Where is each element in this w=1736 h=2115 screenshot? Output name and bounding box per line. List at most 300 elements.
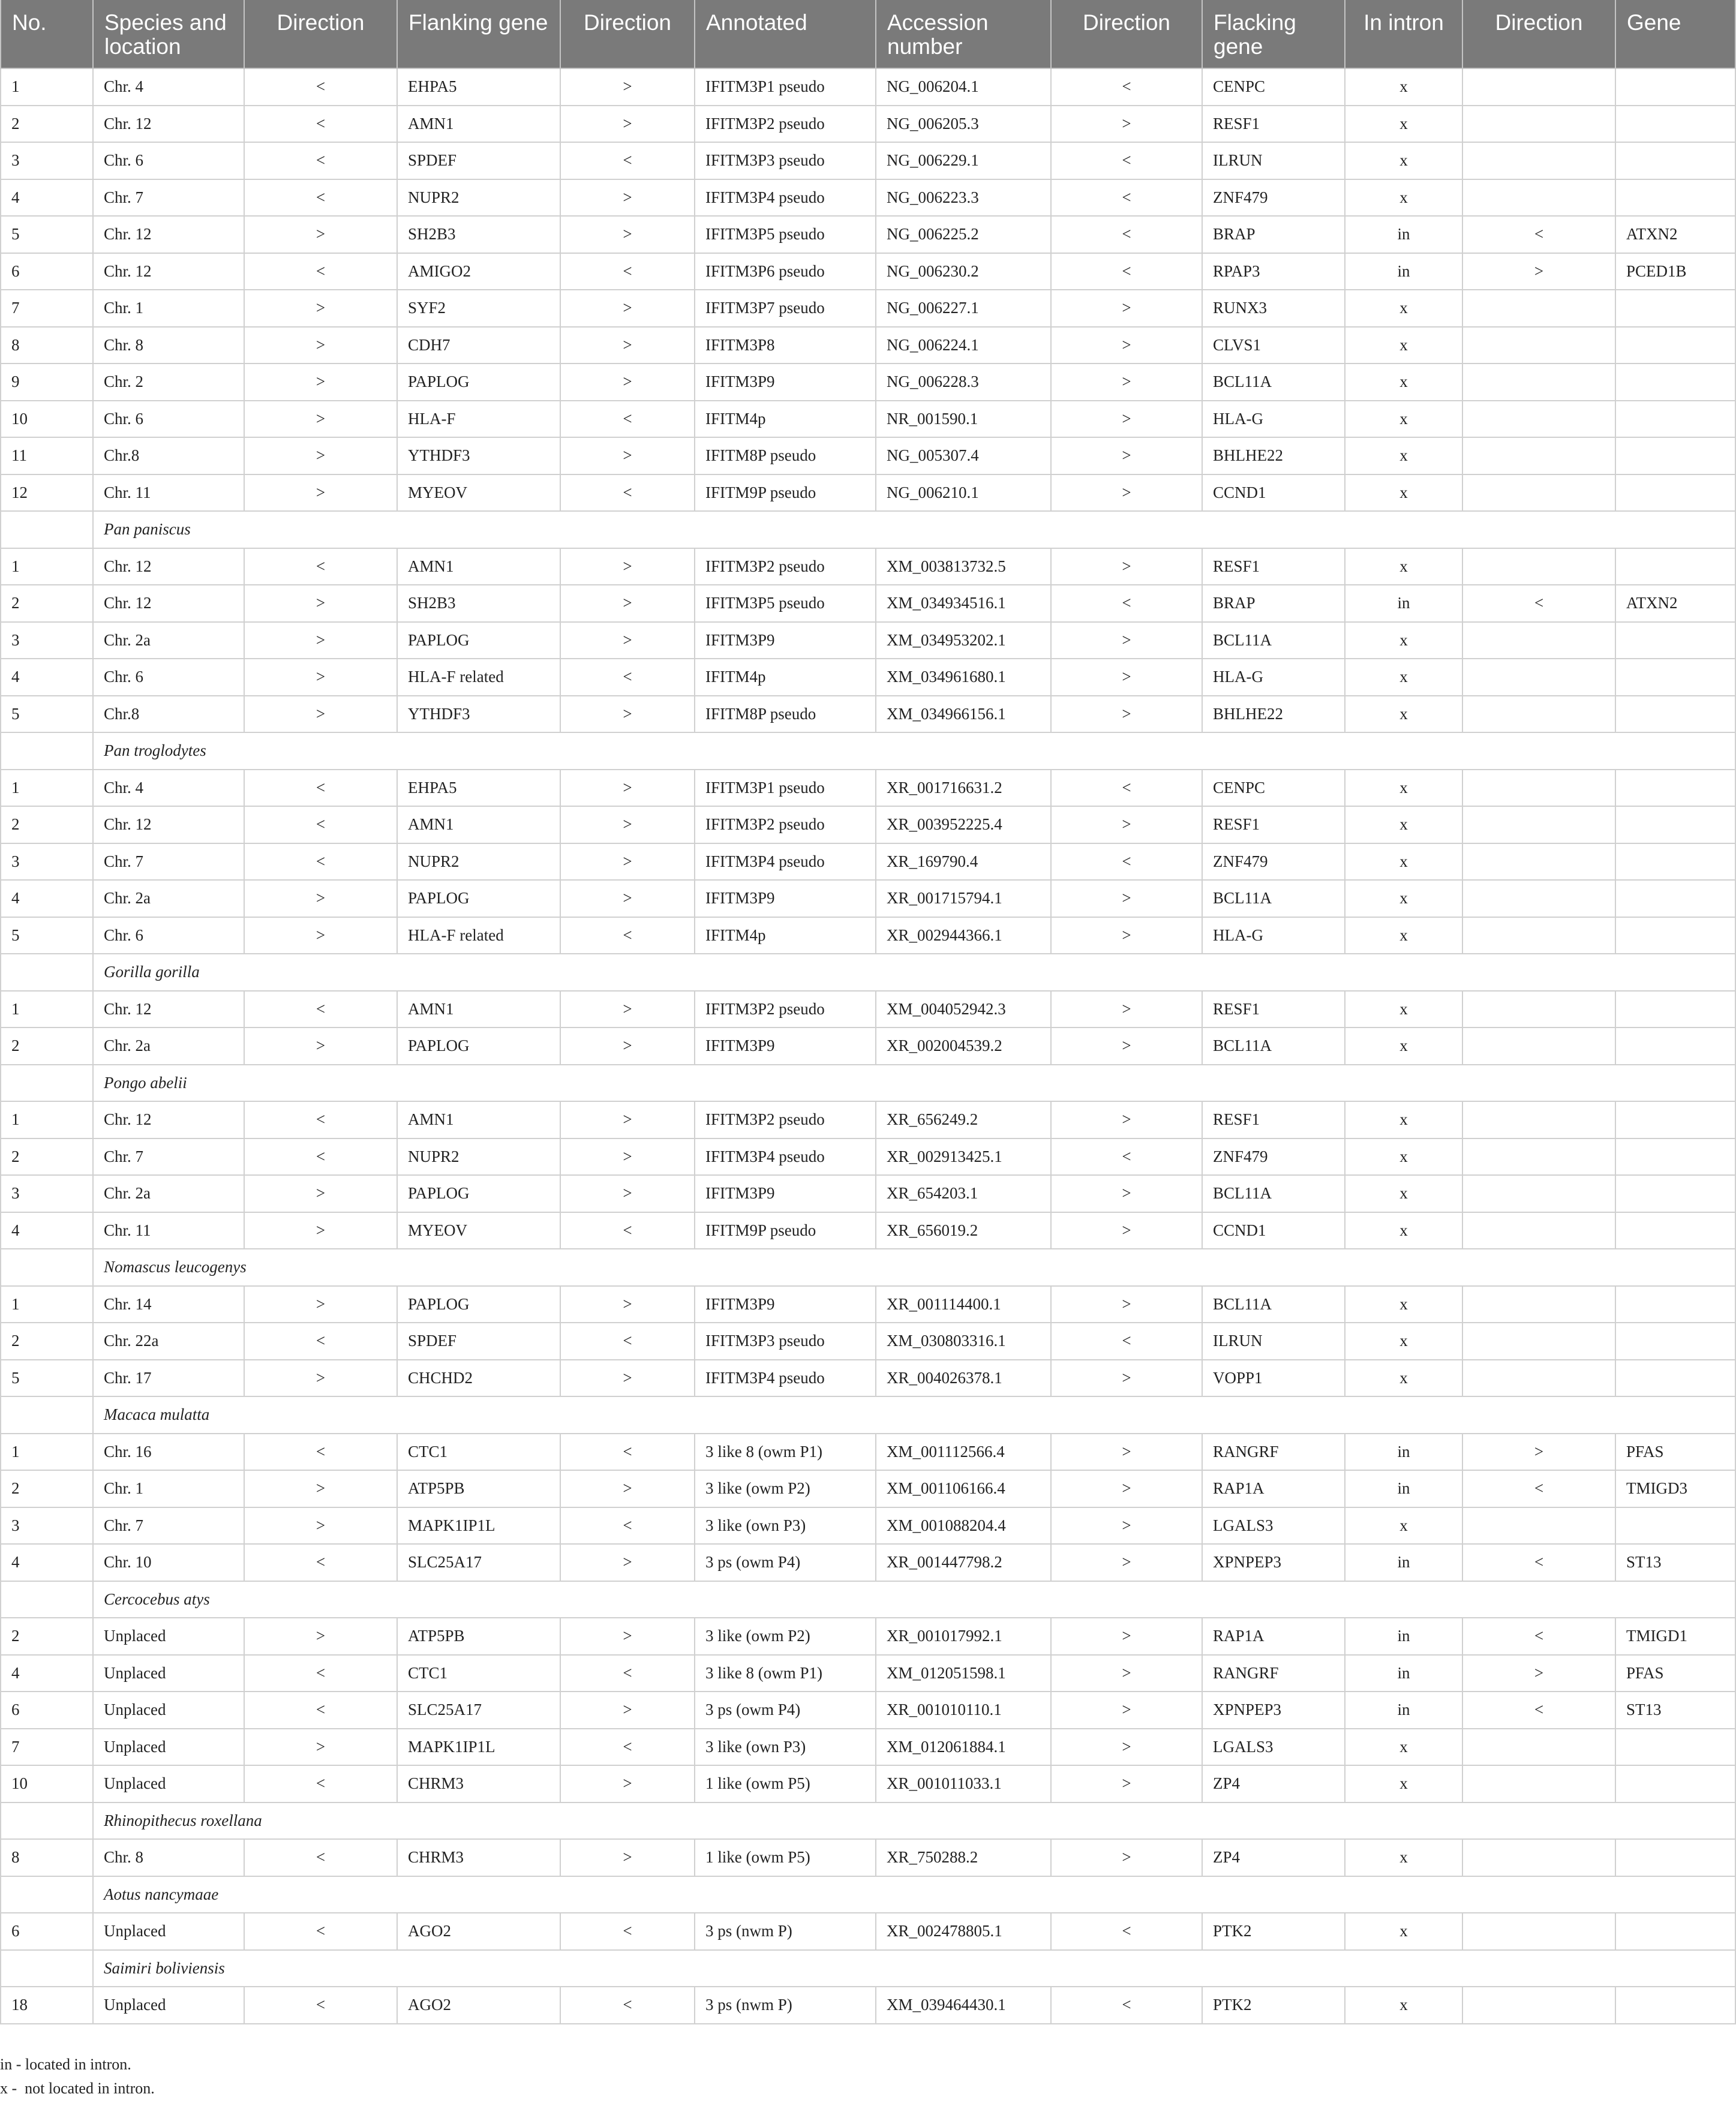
cell-direction-2: > <box>560 1175 695 1212</box>
cell-direction-2: > <box>560 880 695 917</box>
cell-direction-4 <box>1462 696 1615 733</box>
cell-direction-4 <box>1462 991 1615 1028</box>
cell-in-intron: in <box>1345 253 1462 290</box>
cell-accession: NG_006230.2 <box>876 253 1051 290</box>
cell-location: Unplaced <box>93 1655 244 1692</box>
cell-location: Chr. 12 <box>93 1101 244 1138</box>
cell-flanking-gene: AMN1 <box>397 548 560 585</box>
cell-flacking-gene: CLVS1 <box>1202 327 1345 364</box>
cell-flanking-gene: AMN1 <box>397 991 560 1028</box>
cell-direction-2: < <box>560 1212 695 1249</box>
table-row <box>1 142 1735 179</box>
cell-accession: NG_006229.1 <box>876 142 1051 179</box>
cell-direction-1: < <box>244 843 397 881</box>
cell-flacking-gene: BCL11A <box>1202 363 1345 401</box>
table-row <box>1 770 1735 807</box>
cell-flanking-gene: ATP5PB <box>397 1618 560 1655</box>
species-row <box>1 732 1735 770</box>
cell-direction-2: > <box>560 1028 695 1065</box>
cell-gene <box>1615 843 1735 881</box>
cell-annotated: 3 like 8 (owm P1) <box>695 1655 876 1692</box>
cell-location: Unplaced <box>93 1913 244 1950</box>
cell-direction-2: > <box>560 770 695 807</box>
cell-in-intron: x <box>1345 991 1462 1028</box>
cell-accession: XR_004026378.1 <box>876 1360 1051 1397</box>
cell-direction-3: > <box>1051 696 1202 733</box>
header-direction-2: Direction <box>560 0 695 68</box>
cell-accession: XR_001447798.2 <box>876 1544 1051 1581</box>
table-row <box>1 1138 1735 1176</box>
cell-in-intron: in <box>1345 1470 1462 1507</box>
cell-direction-2: > <box>560 363 695 401</box>
table-row <box>1 1212 1735 1249</box>
cell-direction-2: < <box>560 1913 695 1950</box>
cell-gene <box>1615 1987 1735 2024</box>
table-row <box>1 1028 1735 1065</box>
cell-flanking-gene: EHPA5 <box>397 770 560 807</box>
cell-gene <box>1615 1765 1735 1802</box>
cell-flanking-gene: CTC1 <box>397 1434 560 1471</box>
cell-direction-3: < <box>1051 179 1202 217</box>
cell-direction-1: < <box>244 1655 397 1692</box>
cell-direction-1: > <box>244 696 397 733</box>
cell-gene <box>1615 991 1735 1028</box>
cell-in-intron: x <box>1345 437 1462 474</box>
cell-in-intron: x <box>1345 106 1462 143</box>
species-name: Nomascus leucogenys <box>93 1249 1735 1286</box>
cell-direction-2: > <box>560 437 695 474</box>
cell-direction-3: > <box>1051 1507 1202 1545</box>
cell-no: 3 <box>1 1175 93 1212</box>
cell-no: 7 <box>1 290 93 327</box>
cell-flanking-gene: AGO2 <box>397 1987 560 2024</box>
cell-direction-3: > <box>1051 1470 1202 1507</box>
cell-gene <box>1615 696 1735 733</box>
cell-flanking-gene: SH2B3 <box>397 216 560 253</box>
cell-direction-4 <box>1462 1028 1615 1065</box>
cell-direction-3: > <box>1051 1765 1202 1802</box>
cell-accession: XR_001017992.1 <box>876 1618 1051 1655</box>
cell-flanking-gene: MAPK1IP1L <box>397 1729 560 1766</box>
cell-no: 4 <box>1 1212 93 1249</box>
cell-annotated: IFITM3P6 pseudo <box>695 253 876 290</box>
table-row <box>1 363 1735 401</box>
cell-flanking-gene: CHRM3 <box>397 1839 560 1876</box>
cell-accession: NG_006205.3 <box>876 106 1051 143</box>
table-row <box>1 179 1735 217</box>
cell-direction-1: > <box>244 1618 397 1655</box>
cell-annotated: IFITM3P9 <box>695 622 876 659</box>
cell-direction-4 <box>1462 659 1615 696</box>
table-row <box>1 437 1735 474</box>
cell-flanking-gene: AMIGO2 <box>397 253 560 290</box>
cell-flanking-gene: NUPR2 <box>397 1138 560 1176</box>
species-blank-cell <box>1 1396 93 1434</box>
cell-flanking-gene: YTHDF3 <box>397 696 560 733</box>
cell-location: Chr.8 <box>93 437 244 474</box>
table-row <box>1 474 1735 512</box>
cell-flanking-gene: AMN1 <box>397 1101 560 1138</box>
cell-location: Chr. 22a <box>93 1323 244 1360</box>
cell-direction-1: < <box>244 806 397 843</box>
cell-annotated: IFITM3P2 pseudo <box>695 1101 876 1138</box>
cell-annotated: IFITM3P3 pseudo <box>695 142 876 179</box>
cell-direction-3: > <box>1051 1544 1202 1581</box>
cell-accession: XM_034966156.1 <box>876 696 1051 733</box>
cell-direction-3: > <box>1051 880 1202 917</box>
cell-annotated: IFITM3P9 <box>695 1286 876 1323</box>
cell-direction-4 <box>1462 327 1615 364</box>
cell-gene: TMIGD3 <box>1615 1470 1735 1507</box>
cell-accession: NG_006228.3 <box>876 363 1051 401</box>
cell-in-intron: x <box>1345 1987 1462 2024</box>
cell-direction-4 <box>1462 1323 1615 1360</box>
cell-direction-4: > <box>1462 1434 1615 1471</box>
cell-annotated: IFITM9P pseudo <box>695 474 876 512</box>
species-blank-cell <box>1 511 93 548</box>
cell-direction-3: > <box>1051 1729 1202 1766</box>
cell-no: 1 <box>1 1286 93 1323</box>
cell-direction-2: < <box>560 1323 695 1360</box>
cell-gene <box>1615 1028 1735 1065</box>
cell-direction-1: < <box>244 1544 397 1581</box>
cell-direction-1: < <box>244 991 397 1028</box>
cell-flacking-gene: CCND1 <box>1202 474 1345 512</box>
cell-accession: XR_001716631.2 <box>876 770 1051 807</box>
cell-direction-2: > <box>560 696 695 733</box>
cell-direction-1: > <box>244 401 397 438</box>
cell-direction-1: < <box>244 142 397 179</box>
cell-no: 3 <box>1 622 93 659</box>
cell-accession: XM_001106166.4 <box>876 1470 1051 1507</box>
cell-direction-1: > <box>244 1175 397 1212</box>
cell-gene <box>1615 1839 1735 1876</box>
cell-in-intron: x <box>1345 1138 1462 1176</box>
cell-accession: XR_654203.1 <box>876 1175 1051 1212</box>
cell-no: 5 <box>1 917 93 954</box>
cell-annotated: 3 like (owm P2) <box>695 1618 876 1655</box>
cell-no: 1 <box>1 1101 93 1138</box>
cell-in-intron: in <box>1345 1618 1462 1655</box>
cell-direction-4 <box>1462 622 1615 659</box>
cell-accession: XR_001715794.1 <box>876 880 1051 917</box>
cell-flacking-gene: ILRUN <box>1202 142 1345 179</box>
cell-flacking-gene: RESF1 <box>1202 106 1345 143</box>
cell-direction-3: < <box>1051 253 1202 290</box>
cell-direction-3: > <box>1051 1286 1202 1323</box>
species-blank-cell <box>1 1581 93 1618</box>
cell-accession: XR_003952225.4 <box>876 806 1051 843</box>
cell-annotated: IFITM3P4 pseudo <box>695 1138 876 1176</box>
cell-annotated: IFITM3P1 pseudo <box>695 68 876 106</box>
footnote-in: in - located in intron. <box>0 2056 131 2073</box>
cell-direction-4 <box>1462 1507 1615 1545</box>
cell-direction-2: > <box>560 1286 695 1323</box>
cell-annotated: 3 like (own P3) <box>695 1729 876 1766</box>
cell-annotated: 1 like (owm P5) <box>695 1839 876 1876</box>
cell-no: 2 <box>1 1618 93 1655</box>
cell-gene <box>1615 1138 1735 1176</box>
cell-flanking-gene: SLC25A17 <box>397 1544 560 1581</box>
cell-no: 12 <box>1 474 93 512</box>
cell-direction-2: < <box>560 1507 695 1545</box>
cell-in-intron: in <box>1345 585 1462 622</box>
cell-direction-1: < <box>244 1987 397 2024</box>
cell-flanking-gene: SYF2 <box>397 290 560 327</box>
cell-direction-1: < <box>244 253 397 290</box>
cell-direction-3: > <box>1051 548 1202 585</box>
cell-flacking-gene: RANGRF <box>1202 1434 1345 1471</box>
table-row <box>1 1544 1735 1581</box>
table-row <box>1 1286 1735 1323</box>
cell-location: Chr. 7 <box>93 179 244 217</box>
cell-flanking-gene: PAPLOG <box>397 622 560 659</box>
cell-direction-4 <box>1462 1765 1615 1802</box>
cell-flanking-gene: HLA-F related <box>397 659 560 696</box>
table-row <box>1 585 1735 622</box>
cell-direction-4 <box>1462 770 1615 807</box>
cell-flanking-gene: NUPR2 <box>397 843 560 881</box>
cell-direction-1: > <box>244 622 397 659</box>
cell-in-intron: x <box>1345 1360 1462 1397</box>
cell-direction-4 <box>1462 806 1615 843</box>
table-row <box>1 622 1735 659</box>
cell-direction-2: > <box>560 1618 695 1655</box>
cell-flacking-gene: RPAP3 <box>1202 253 1345 290</box>
cell-location: Chr. 12 <box>93 991 244 1028</box>
cell-accession: XM_034934516.1 <box>876 585 1051 622</box>
cell-direction-4: < <box>1462 1544 1615 1581</box>
cell-direction-3: > <box>1051 1360 1202 1397</box>
cell-direction-3: > <box>1051 1212 1202 1249</box>
cell-direction-4 <box>1462 1987 1615 2024</box>
cell-gene <box>1615 1175 1735 1212</box>
cell-accession: XM_003813732.5 <box>876 548 1051 585</box>
cell-location: Chr. 17 <box>93 1360 244 1397</box>
table-row <box>1 327 1735 364</box>
cell-flacking-gene: ZNF479 <box>1202 843 1345 881</box>
cell-no: 3 <box>1 843 93 881</box>
cell-flacking-gene: RAP1A <box>1202 1470 1345 1507</box>
cell-direction-3: > <box>1051 991 1202 1028</box>
cell-direction-4 <box>1462 1729 1615 1766</box>
cell-flacking-gene: BRAP <box>1202 216 1345 253</box>
cell-accession: XM_034961680.1 <box>876 659 1051 696</box>
cell-annotated: IFITM3P9 <box>695 1175 876 1212</box>
cell-accession: XR_002944366.1 <box>876 917 1051 954</box>
cell-flanking-gene: AMN1 <box>397 106 560 143</box>
cell-annotated: IFITM3P2 pseudo <box>695 991 876 1028</box>
cell-location: Chr. 12 <box>93 548 244 585</box>
cell-location: Chr. 12 <box>93 253 244 290</box>
cell-accession: XR_656249.2 <box>876 1101 1051 1138</box>
cell-direction-2: < <box>560 1655 695 1692</box>
cell-no: 2 <box>1 585 93 622</box>
cell-direction-1: > <box>244 437 397 474</box>
species-name: Pongo abelii <box>93 1065 1735 1102</box>
cell-flacking-gene: RESF1 <box>1202 991 1345 1028</box>
cell-location: Chr. 14 <box>93 1286 244 1323</box>
cell-gene <box>1615 437 1735 474</box>
cell-flacking-gene: RAP1A <box>1202 1618 1345 1655</box>
cell-direction-4: < <box>1462 1618 1615 1655</box>
cell-direction-2: > <box>560 290 695 327</box>
cell-flanking-gene: SH2B3 <box>397 585 560 622</box>
cell-annotated: IFITM3P3 pseudo <box>695 1323 876 1360</box>
cell-in-intron: x <box>1345 659 1462 696</box>
cell-flacking-gene: VOPP1 <box>1202 1360 1345 1397</box>
cell-annotated: IFITM3P2 pseudo <box>695 806 876 843</box>
cell-no: 6 <box>1 253 93 290</box>
cell-direction-2: > <box>560 1765 695 1802</box>
cell-no: 1 <box>1 1434 93 1471</box>
cell-accession: XM_012051598.1 <box>876 1655 1051 1692</box>
cell-gene <box>1615 327 1735 364</box>
cell-flacking-gene: BRAP <box>1202 585 1345 622</box>
header-in-intron: In intron <box>1345 0 1462 68</box>
cell-direction-2: > <box>560 1470 695 1507</box>
table-row <box>1 1692 1735 1729</box>
cell-direction-4 <box>1462 290 1615 327</box>
header-flacking-gene: Flacking gene <box>1202 0 1345 68</box>
cell-direction-1: > <box>244 216 397 253</box>
cell-in-intron: x <box>1345 1323 1462 1360</box>
cell-flacking-gene: BCL11A <box>1202 1286 1345 1323</box>
cell-flacking-gene: BCL11A <box>1202 880 1345 917</box>
cell-no: 2 <box>1 806 93 843</box>
cell-in-intron: x <box>1345 770 1462 807</box>
cell-in-intron: x <box>1345 806 1462 843</box>
cell-annotated: IFITM9P pseudo <box>695 1212 876 1249</box>
cell-direction-2: > <box>560 216 695 253</box>
cell-in-intron: in <box>1345 1544 1462 1581</box>
cell-flanking-gene: PAPLOG <box>397 880 560 917</box>
cell-no: 4 <box>1 179 93 217</box>
table-row <box>1 1175 1735 1212</box>
cell-no: 9 <box>1 363 93 401</box>
cell-gene <box>1615 179 1735 217</box>
cell-annotated: 1 like (owm P5) <box>695 1765 876 1802</box>
cell-flacking-gene: ILRUN <box>1202 1323 1345 1360</box>
species-row <box>1 1581 1735 1618</box>
header-direction-3: Direction <box>1051 0 1202 68</box>
cell-accession: XR_656019.2 <box>876 1212 1051 1249</box>
cell-accession: NG_006210.1 <box>876 474 1051 512</box>
table-body <box>1 68 1735 2024</box>
species-row <box>1 1396 1735 1434</box>
species-blank-cell <box>1 1249 93 1286</box>
cell-no: 6 <box>1 1913 93 1950</box>
cell-annotated: IFITM3P1 pseudo <box>695 770 876 807</box>
cell-direction-2: > <box>560 1138 695 1176</box>
cell-direction-2: < <box>560 142 695 179</box>
cell-flacking-gene: HLA-G <box>1202 917 1345 954</box>
cell-direction-3: < <box>1051 1323 1202 1360</box>
cell-location: Chr. 2a <box>93 622 244 659</box>
cell-gene <box>1615 548 1735 585</box>
cell-in-intron: x <box>1345 1028 1462 1065</box>
cell-direction-2: < <box>560 1729 695 1766</box>
cell-direction-3: > <box>1051 1692 1202 1729</box>
table-row <box>1 843 1735 881</box>
cell-direction-1: < <box>244 1765 397 1802</box>
cell-in-intron: x <box>1345 363 1462 401</box>
cell-location: Chr. 1 <box>93 1470 244 1507</box>
cell-in-intron: x <box>1345 548 1462 585</box>
cell-direction-3: > <box>1051 1655 1202 1692</box>
cell-direction-4 <box>1462 437 1615 474</box>
cell-location: Chr. 2a <box>93 880 244 917</box>
cell-direction-4 <box>1462 917 1615 954</box>
cell-direction-2: > <box>560 585 695 622</box>
header-species-location: Species and location <box>93 0 244 68</box>
cell-direction-2: > <box>560 327 695 364</box>
cell-direction-1: < <box>244 548 397 585</box>
cell-gene <box>1615 1212 1735 1249</box>
cell-direction-1: > <box>244 1507 397 1545</box>
cell-direction-4 <box>1462 1839 1615 1876</box>
cell-direction-3: < <box>1051 1138 1202 1176</box>
cell-flacking-gene: LGALS3 <box>1202 1729 1345 1766</box>
cell-flanking-gene: MYEOV <box>397 1212 560 1249</box>
cell-annotated: 3 like 8 (owm P1) <box>695 1434 876 1471</box>
cell-flacking-gene: ZP4 <box>1202 1839 1345 1876</box>
cell-direction-2: < <box>560 1434 695 1471</box>
header-flanking-gene: Flanking gene <box>397 0 560 68</box>
cell-flanking-gene: SLC25A17 <box>397 1692 560 1729</box>
cell-direction-1: > <box>244 585 397 622</box>
cell-in-intron: x <box>1345 474 1462 512</box>
cell-direction-4 <box>1462 363 1615 401</box>
cell-location: Chr.8 <box>93 696 244 733</box>
cell-location: Chr. 11 <box>93 1212 244 1249</box>
cell-location: Chr. 2a <box>93 1028 244 1065</box>
cell-direction-1: > <box>244 917 397 954</box>
cell-location: Chr. 7 <box>93 1507 244 1545</box>
cell-flanking-gene: CHRM3 <box>397 1765 560 1802</box>
cell-direction-1: > <box>244 880 397 917</box>
cell-direction-4 <box>1462 474 1615 512</box>
cell-direction-1: < <box>244 1839 397 1876</box>
cell-accession: XR_001011033.1 <box>876 1765 1051 1802</box>
cell-no: 2 <box>1 1138 93 1176</box>
cell-gene <box>1615 1360 1735 1397</box>
cell-flanking-gene: PAPLOG <box>397 363 560 401</box>
cell-accession: XM_001088204.4 <box>876 1507 1051 1545</box>
cell-direction-4 <box>1462 843 1615 881</box>
cell-flanking-gene: CHCHD2 <box>397 1360 560 1397</box>
cell-direction-4 <box>1462 1212 1615 1249</box>
cell-flacking-gene: LGALS3 <box>1202 1507 1345 1545</box>
cell-direction-1: > <box>244 1286 397 1323</box>
cell-direction-1: > <box>244 1360 397 1397</box>
cell-direction-2: > <box>560 179 695 217</box>
cell-in-intron: x <box>1345 1212 1462 1249</box>
cell-annotated: IFITM8P pseudo <box>695 437 876 474</box>
cell-direction-3: > <box>1051 806 1202 843</box>
cell-in-intron: x <box>1345 290 1462 327</box>
cell-gene <box>1615 142 1735 179</box>
cell-location: Unplaced <box>93 1987 244 2024</box>
table-row <box>1 1323 1735 1360</box>
table-row <box>1 1655 1735 1692</box>
cell-gene <box>1615 1286 1735 1323</box>
cell-flanking-gene: NUPR2 <box>397 179 560 217</box>
cell-flacking-gene: RESF1 <box>1202 1101 1345 1138</box>
cell-direction-4 <box>1462 1286 1615 1323</box>
cell-direction-4 <box>1462 1360 1615 1397</box>
cell-direction-2: > <box>560 622 695 659</box>
